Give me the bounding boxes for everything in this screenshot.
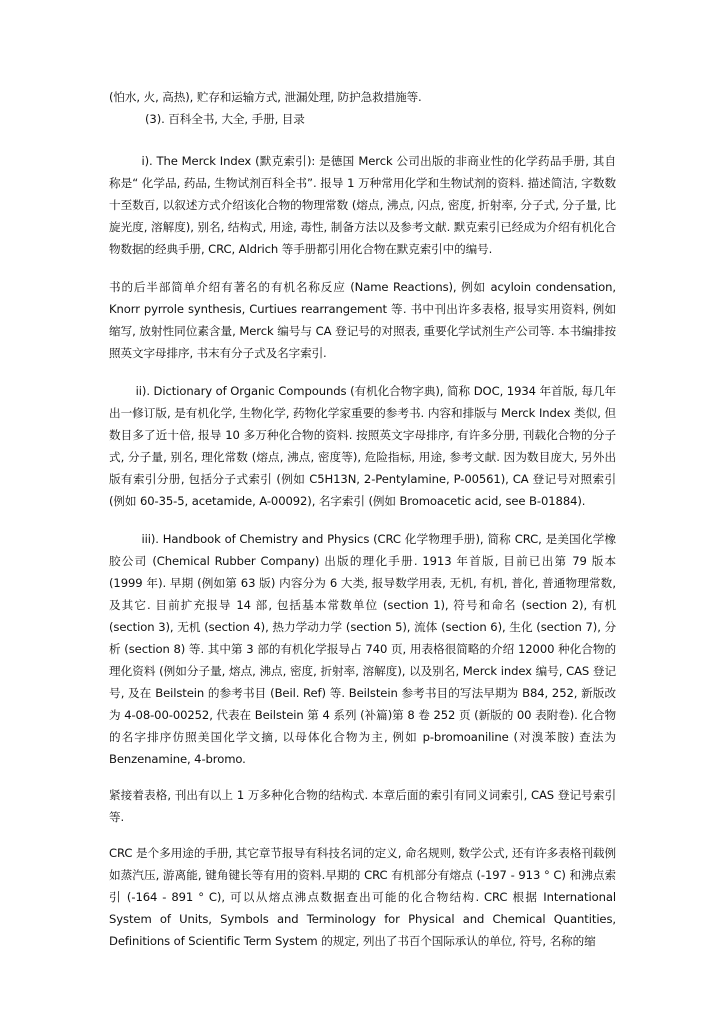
paragraph-crc-handbook: iii). Handbook of Chemistry and Physics (CRC 化学物理手册), 简称 CRC, 是美国化学橡胶公司 (Chemical Rubber Company) 出版的理化手册. 1913 年首版, 目前已出第 79 版本 (1999 年). 早期 (例如第 63 版) 内容分为 6 大类, 报导数学用表, 无机, 有机, 普化, 普通物理常数, 及其它. 目前扩充报导 14 部, 包括基本常数单位 (section 1), 符号和命名 (section 2), 有机 (section 3), 无机 (section 4), 热力学动力学 (section 5), 流体 (section 6), 生化 (section 7), 分析 (section 8) 等. 其中第 3 部的有机化学报导占 740 页, 用表格很简略的介绍 12000 种化合物的理化资料 (例如分子量, 熔点, 沸点, 密度, 折射率, 溶解度), 以及别名, Merck index 编号, CAS 登记号, 及在 Beilstein 的参考书目 (Beil. Ref) 等. Beilstein 参考书目的写法早期为 B84, 252, 新版改为 4-08-00-00252, 代表在 Beilstein 第 4 系列 (补篇)第 8 卷 252 页 (新版的 00 表附卷). 化合物的名字排序仿照美国化学文摘, 以母体化合物为主, 例如 p-bromoaniline (对溴苯胺) 查法为 Benzenamine, 4-bromo. <box>109 532 616 766</box>
paragraph-safety-handling: (怕水, 火, 高热), 贮存和运输方式, 泄漏处理, 防护急救措施等. <box>109 90 422 104</box>
paragraph-crc-uses: CRC 是个多用途的手册, 其它章节报导有科技名词的定义, 命名规则, 数学公式, 还有许多表格刊载例如蒸汽压, 游离能, 键角键长等有用的资料.早期的 CRC 有机部分有熔点 (-197 - 913 ° C) 和沸点索引 (-164 - 891 ° C), 可以从熔点沸点数据查出可能的化合物结构. CRC 根据 International System of Units, Symbols and Terminology for Physical and Chemical Quantities, Definitions of Scientific Term System 的规定, 列出了书百个国际承认的单位, 符号, 名称的缩 <box>109 846 616 948</box>
paragraph-merck-back-half: 书的后半部简单介绍有著名的有机名称反应 (Name Reactions), 例如 acyloin condensation, Knorr pyrrole synthesis, Curtiues rearrangement 等. 书中刊出许多表格, 报导实用资料, 例如缩写, 放射性同位素含量, Merck 编号与 CA 登记号的对照表, 重要化学试剂生产公司等. 本书编排按照英文字母排序, 书末有分子式及名字索引. <box>109 280 616 360</box>
paragraph-doc: ii). Dictionary of Organic Compounds (有机化合物字典), 简称 DOC, 1934 年首版, 每几年出一修订版, 是有机化学, 生物化学, 药物化学家重要的参考书. 内容和排版与 Merck Index 类似, 但数目多了近十倍, 报导 10 多万种化合物的资料. 按照英文字母排序, 有许多分册, 刊载化合物的分子式, 分子量, 别名, 理化常数 (熔点, 沸点, 密度等), 危险指标, 用途, 参考文献. 因为数目庞大, 另外出版有索引分册, 包括分子式索引 (例如 C5H13N, 2-Pentylamine, P-00561), CA 登记号对照索引 (例如 60-35-5, acetamide, A-00092), 名字索引 (例如 Bromoacetic acid, see B-01884). <box>109 384 616 508</box>
paragraph-merck-index: i). The Merck Index (默克索引): 是德国 Merck 公司出版的非商业性的化学药品手册, 其自称是“ 化学品, 药品, 生物试剂百科全书”. 报导 1 万种常用化学和生物试剂的资料. 描述简洁, 字数数十至数百, 以叙述方式介绍该化合物的物理常数 (熔点, 沸点, 闪点, 密度, 折射率, 分子式, 分子量, 比旋光度, 溶解度), 别名, 结构式, 用途, 毒性, 制备方法以及参考文献. 默克索引已经成为介绍有机化合物数据的经典手册, CRC, Aldrich 等手册都引用化合物在默克索引中的编号. <box>109 154 616 256</box>
paragraph-structure-index: 紧接着表格, 刊出有以上 1 万多种化合物的结构式. 本章后面的索引有同义词索引, CAS 登记号索引等. <box>109 788 616 824</box>
section-heading-encyclopedias: (3). 百科全书, 大全, 手册, 目录 <box>145 112 305 126</box>
document-page <box>109 86 616 952</box>
